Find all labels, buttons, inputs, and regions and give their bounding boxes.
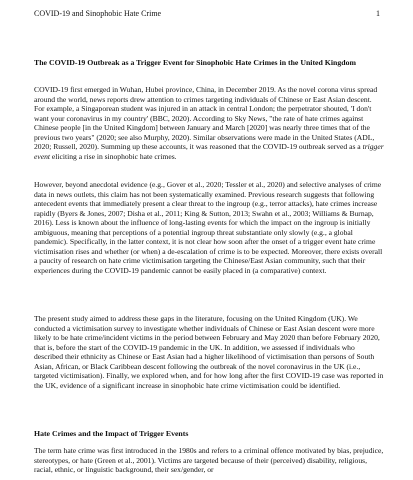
section-heading-hate-crimes: Hate Crimes and the Impact of Trigger Events [34,429,189,438]
paragraph-intro [34,85,384,161]
paragraph-intro-text: COVID-19 first emerged in Wuhan, Hubei province, China, in December 2019. As the novel corona virus spread around the world, news reports drew attention to crimes targeting individuals of Chinese or East Asian descent. For example, a Singaporean student was injured in an attack in central London; the perpetrator shouted, 'I don't want your coronavirus in my country' (BBC, 2020). According to Sky News, "the rate of hate crimes against Chinese people [in the United Kingdom] between January and March [2020] was nearly three times that of the previous two years" (2020; see also Murphy, 2020). Similar observations were made in the United States (ADL, 2020; Russell, 2020). Summing up these accounts, it was reasoned that the COVID-19 outbreak served as a [34,85,378,152]
paragraph-intro-end: eliciting a rise in sinophobic hate crimes. [50,151,177,161]
section-heading-covid-trigger: The COVID-19 Outbreak as a Trigger Event for Sinophobic Hate Crimes in the United Kingdom [34,58,356,67]
paragraph-hate-crime-definition: The term hate crime was first introduced in the 1980s and refers to a criminal offence motivated by bias, prejudice, stereotypes, or hate (Green et al., 2001). Victims are targeted because of their (perceived) disability, religious, racial, ethnic, or linguistic background, their sex/gender, or [34,446,384,475]
running-head-title: COVID-19 and Sinophobic Hate Crime [34,9,162,18]
running-head [34,9,384,19]
paragraph-evidence: However, beyond anecdotal evidence (e.g., Gover et al., 2020; Tessler et al., 2020) and selective analyses of crime data in news outlets, this claim has not been systematically examined. Previous research suggests that following antecedent events that immediately present a clear threat to the ingroup (e.g., terror attacks), hate crimes increase rapidly (Byers & Jones, 2007; Disha et al., 2011; King & Sutton, 2013; Swahn et al., 2003; Williams & Burnap, 2016). Less is known about the influence of long-lasting events for which the impact on the ingroup is initially ambiguous, meaning that perceptions of a potential ingroup threat substantiate only slowly (e.g., a global pandemic). Specifically, in the latter context, it is not clear how soon after the onset of a trigger event hate crime victimisation rises and whether (or when) a de-escalation of crime is to be expected. Moreover, there exists overall a paucity of research on hate crime victimisation targeting the Chinese/East Asian community, such that their experiences during the COVID-19 pandemic cannot be easily placed in (a comparative) context. [34,180,383,275]
page-number: 1 [376,9,380,18]
paragraph-present-study: The present study aimed to address these gaps in the literature, focusing on the United Kingdom (UK). We conducted a victimisation survey to investigate whether individuals of Chinese or East Asian descent were more likely to be hate crime/incident victims in the period between February and May 2020 than before February 2020, that is, before the start of the COVID-19 pandemic in the UK. In addition, we assessed if individuals who described their ethnicity as Chinese or East Asian had a higher likelihood of victimisation than persons of South Asian, African, or Black Caribbean descent following the outbreak of the novel coronavirus in the UK (i.e., targeted victimisation). Finally, we explored when, and for how long after the first COVID-19 case was reported in the UK, evidence of a significant increase in sinophobic hate crime victimisation could be identified. [34,314,384,390]
italic-term: trigger event [34,142,384,161]
